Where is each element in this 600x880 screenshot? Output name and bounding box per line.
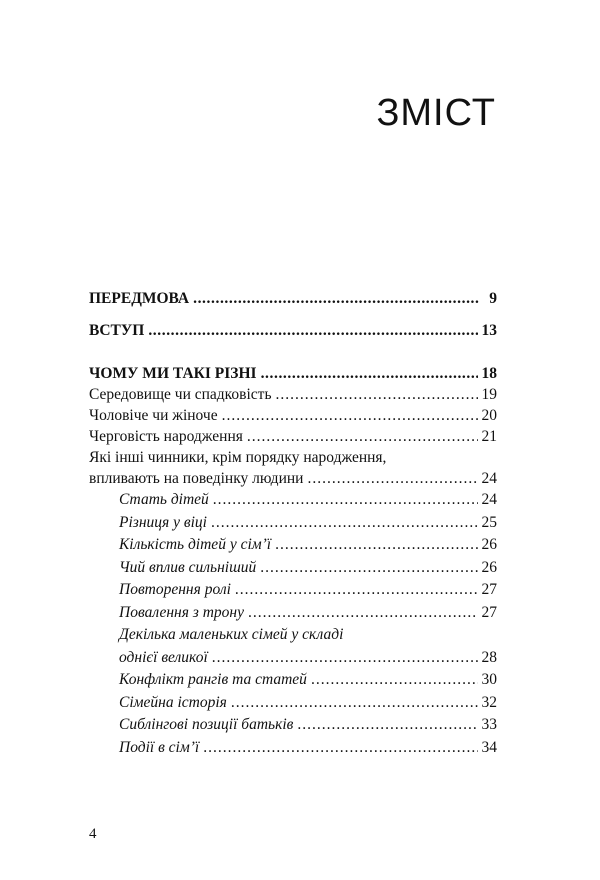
toc-page-number: 26 — [481, 536, 497, 553]
toc-entry-label: Повторення ролі — [119, 581, 231, 598]
toc-page-number: 21 — [481, 428, 497, 445]
toc-entry-label: Стать дітей — [119, 491, 209, 508]
toc-page-number: 32 — [481, 693, 497, 711]
toc-entry-male-female[interactable] — [89, 405, 497, 426]
toc-entry-label: Кількість дітей у сім’ї — [119, 536, 272, 553]
toc-entry-label: ВСТУП — [89, 322, 145, 339]
toc-subentry-family-events[interactable] — [89, 737, 497, 760]
toc-page-number: 24 — [481, 491, 497, 508]
toc-entry-label: ЧОМУ МИ ТАКІ РІЗНІ — [89, 365, 257, 382]
toc-subentry-children-gender[interactable] — [89, 489, 497, 512]
dot-leader — [275, 534, 477, 557]
toc-entry-label: Різниця у віці — [119, 513, 207, 531]
toc-entry-label: Сімейна історія — [119, 693, 227, 711]
dot-leader — [297, 714, 477, 737]
toc-page-number: 27 — [481, 581, 497, 598]
toc-entry-birth-order[interactable] — [89, 426, 497, 447]
toc-subentry-role-repetition[interactable] — [89, 579, 497, 602]
toc-page-number: 18 — [481, 365, 497, 382]
toc-entry-chapter-why-so-different[interactable] — [89, 363, 497, 384]
toc-entry-environment-heredity[interactable] — [89, 384, 497, 405]
dot-leader — [260, 557, 477, 580]
toc-entry-label: Сиблінгові позиції батьків — [119, 716, 294, 733]
toc-page-number: 13 — [481, 322, 497, 339]
toc-page-number: 27 — [481, 603, 497, 621]
toc-page-number: 19 — [481, 386, 497, 403]
toc-subentry-family-history[interactable] — [89, 692, 497, 715]
toc-page-number: 9 — [489, 290, 497, 307]
dot-leader — [212, 647, 478, 670]
dot-leader — [203, 737, 477, 760]
toc-entry-label: Конфлікт рангів та статей — [119, 671, 307, 688]
toc-page-number: 25 — [481, 513, 497, 531]
toc-entry-label: Чоловіче чи жіноче — [89, 407, 218, 424]
dot-leader — [276, 384, 478, 405]
toc-subentry-parents-sibling-positions[interactable] — [89, 714, 497, 737]
toc-page-number: 24 — [481, 470, 497, 487]
toc-entry-label: однієї великої — [119, 648, 208, 666]
toc-entry-label: Події в сім’ї — [119, 738, 200, 756]
dot-leader — [248, 602, 478, 625]
toc-entry-label: впливають на поведінку людини — [89, 470, 304, 487]
dot-leader — [231, 692, 478, 715]
toc-entry-label: Середовище чи спадковість — [89, 386, 272, 403]
dot-leader — [235, 579, 478, 602]
dot-leader — [261, 363, 478, 384]
page-title: ЗМІСТ — [376, 92, 496, 134]
toc-subentry-dethronement[interactable] — [89, 602, 497, 625]
toc-subentry-number-of-children[interactable] — [89, 534, 497, 557]
toc-entry-other-factors[interactable] — [89, 468, 497, 489]
toc-subentry-small-families[interactable] — [89, 647, 497, 670]
toc-page-number: 30 — [481, 671, 497, 688]
dot-leader — [307, 468, 477, 489]
dot-leader — [311, 669, 478, 692]
dot-leader — [247, 426, 478, 447]
toc-entry-other-factors-line1: Які інші чинники, крім порядку народження, — [89, 449, 387, 466]
dot-leader — [222, 405, 478, 426]
toc-page-number: 28 — [481, 648, 497, 666]
table-of-contents — [89, 288, 497, 759]
toc-entry-introduction[interactable] — [89, 320, 497, 341]
toc-entry-foreword[interactable] — [89, 288, 497, 309]
dot-leader — [211, 512, 478, 535]
page-number: 4 — [89, 826, 97, 842]
toc-subentry-stronger-influence[interactable] — [89, 557, 497, 580]
toc-entry-label: Черговість народження — [89, 428, 243, 445]
toc-page-number: 20 — [481, 407, 497, 424]
dot-leader — [193, 288, 479, 309]
toc-subentry-rank-gender-conflict[interactable] — [89, 669, 497, 692]
toc-entry-label: ПЕРЕДМОВА — [89, 290, 190, 307]
toc-entry-label: Чий вплив сильніший — [119, 558, 257, 576]
toc-subentry-small-families-line1: Декілька маленьких сімей у складі — [119, 626, 344, 643]
toc-entry-label: Повалення з трону — [119, 603, 244, 621]
toc-page-number: 33 — [481, 716, 497, 733]
dot-leader — [148, 320, 477, 341]
dot-leader — [213, 489, 478, 512]
toc-subentry-age-difference[interactable] — [89, 512, 497, 535]
toc-page-number: 34 — [481, 738, 497, 756]
toc-page-number: 26 — [481, 558, 497, 576]
